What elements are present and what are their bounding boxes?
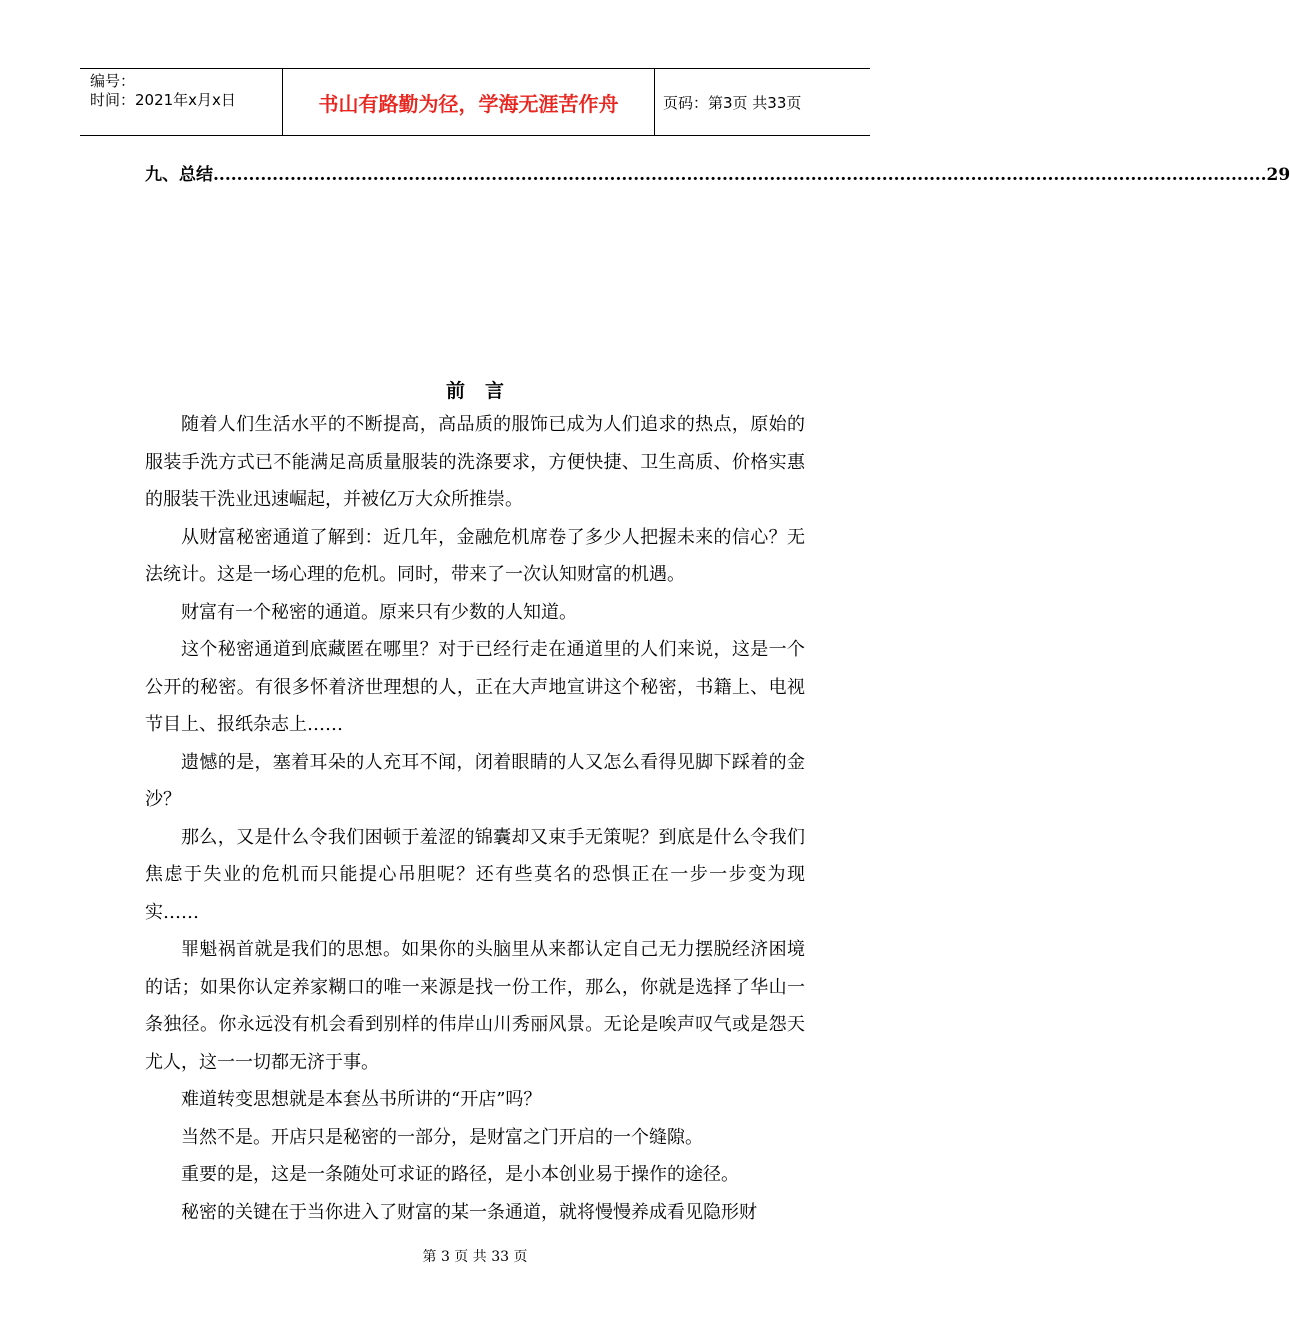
- header-page-info: 页码：第3页 共33页: [663, 93, 802, 112]
- paragraph: 难道转变思想就是本套丛书所讲的“开店”吗？: [181, 1089, 542, 1110]
- paragraph: 遗憾的是，塞着耳朵的人充耳不闻，闭着眼睛的人又怎么看得见脚下踩着的金沙？: [145, 751, 805, 810]
- section-title: 前言: [445, 380, 524, 402]
- paragraph: 财富有一个秘密的通道。原来只有少数的人知道。: [181, 601, 577, 623]
- page-footer: 第 3 页 共 33 页: [422, 1249, 528, 1265]
- toc-entry-label: 九、总结: [145, 165, 213, 185]
- toc-entry[interactable]: [145, 160, 1290, 185]
- header-meta: [80, 69, 282, 135]
- header-motto: 书山有路勤为径，学海无涯苦作舟: [282, 69, 655, 135]
- doc-time-label: 时间：2021年x月x日: [90, 91, 236, 109]
- page-header: [80, 68, 870, 136]
- paragraph: 随着人们生活水平的不断提高，高品质的服饰已成为人们追求的热点，原始的服装手洗方式已不能满足高质量服装的洗涤要求，方便快捷、卫生高质、价格实惠的服装干洗业迅速崛起，并被亿万大众所推崇。: [145, 414, 805, 510]
- toc-entry-page: 29: [1266, 165, 1290, 185]
- paragraph: 那么，又是什么令我们困顿于羞涩的锦囊却又束手无策呢？到底是什么令我们焦虑于失业的危机而只能提心吊胆呢？还有些莫名的恐惧正在一步一步变为现实……: [145, 826, 805, 923]
- toc-leader-dots: ..................................................................................................................................................................................: [213, 165, 1267, 185]
- paragraph: 当然不是。开店只是秘密的一部分，是财富之门开启的一个缝隙。: [181, 1126, 703, 1148]
- doc-number-label: 编号：: [90, 72, 136, 90]
- paragraph: 重要的是，这是一条随处可求证的路径，是小本创业易于操作的途径。: [181, 1164, 739, 1185]
- paragraph: 秘密的关键在于当你进入了财富的某一条通道，就将慢慢养成看见隐形财: [181, 1201, 757, 1223]
- paragraph: 这个秘密通道到底藏匿在哪里？对于已经行走在通道里的人们来说，这是一个公开的秘密。有很多怀着济世理想的人，正在大声地宣讲这个秘密，书籍上、电视节目上、报纸杂志上……: [145, 639, 805, 735]
- paragraph: 从财富秘密通道了解到：近几年，金融危机席卷了多少人把握未来的信心？无法统计。这是一场心理的危机。同时，带来了一次认知财富的机遇。: [145, 526, 805, 585]
- paragraph: 罪魁祸首就是我们的思想。如果你的头脑里从来都认定自己无力摆脱经济困境的话；如果你认定养家糊口的唯一来源是找一份工作，那么，你就是选择了华山一条独径。你永远没有机会看到别样的伟岸山川秀丽风景。无论是唉声叹气或是怨天尤人，这一一切都无济于事。: [145, 939, 805, 1073]
- body-text: [145, 406, 805, 1231]
